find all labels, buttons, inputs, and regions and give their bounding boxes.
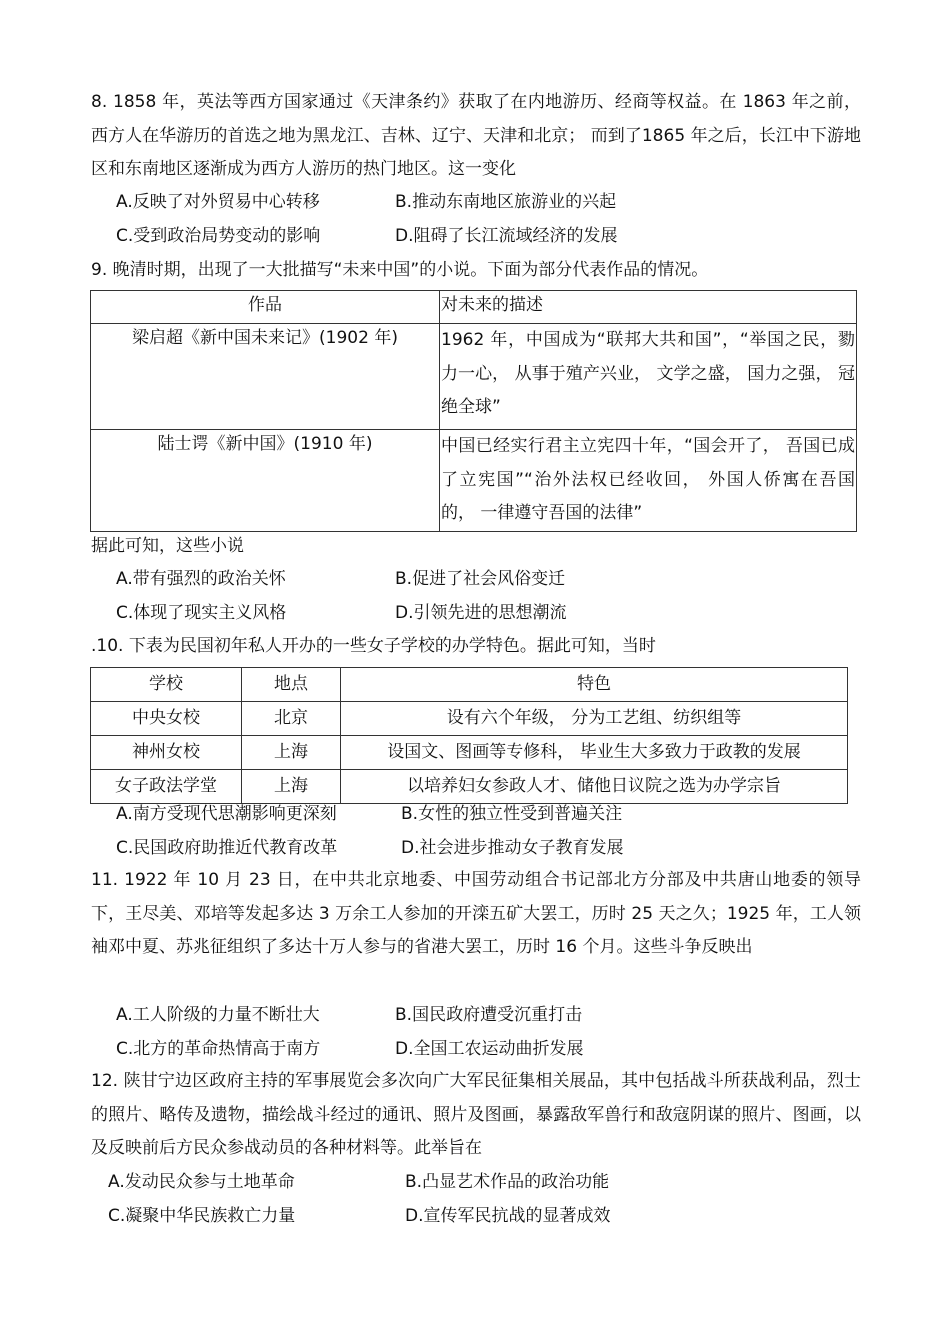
q10-option-c[interactable]: C.民国政府助推近代教育改革 [116,838,338,858]
q12-option-a[interactable]: A.发动民众参与土地革命 [108,1172,295,1192]
q10-header-feature: 特色 [341,668,848,702]
q10-row2-place: 上海 [242,736,341,770]
q11-option-c[interactable]: C.北方的革命热情高于南方 [116,1039,321,1059]
q8-option-b[interactable]: B.推动东南地区旅游业的兴起 [395,192,617,212]
q9-option-d[interactable]: D.引领先进的思想潮流 [395,603,567,623]
q12-option-b[interactable]: B.凸显艺术作品的政治功能 [405,1172,610,1192]
q9-header-desc: 对未来的描述 [440,291,857,324]
q8-option-a[interactable]: A.反映了对外贸易中心转移 [116,192,320,212]
q9-table [90,290,857,532]
q10-row2-school: 神州女校 [91,736,242,770]
q11-stem: 11. 1922 年 10 月 23 日，在中共北京地委、中国劳动组合书记部北方分部及中共唐山地委的领导下，王尽美、邓培等发起多达 3 万余工人参加的开滦五矿大罢工，历时 25 天之久；1925 年，工人领袖邓中夏、苏兆征组织了多达十万人参与的省港大罢工，历时 16 个月。这些斗争反映出 [91,870,861,958]
q10-table [90,667,848,804]
q10-row3-school: 女子政法学堂 [91,770,242,804]
q12-stem: 12. 陕甘宁边区政府主持的军事展览会多次向广大军民征集相关展品，其中包括战斗所获战利品，烈士的照片、略传及遗物，描绘战斗经过的通讯、照片及图画，暴露敌军兽行和敌寇阴谋的照片、图画，以及反映前后方民众参战动员的各种材料等。此举旨在 [91,1071,861,1159]
q9-after-text: 据此可知，这些小说 [91,536,244,556]
q10-row1-place: 北京 [242,702,341,736]
q10-option-a[interactable]: A.南方受现代思潮影响更深刻 [116,804,337,824]
q10-option-d[interactable]: D.社会进步推动女子教育发展 [401,838,624,858]
q11-option-d[interactable]: D.全国工农运动曲折发展 [395,1039,584,1059]
q9-option-c[interactable]: C.体现了现实主义风格 [116,603,287,623]
q10-header-place: 地点 [242,668,341,702]
q12-option-c[interactable]: C.凝聚中华民族救亡力量 [108,1206,296,1226]
q8-option-c[interactable]: C.受到政治局势变动的影响 [116,226,321,246]
q9-option-a[interactable]: A.带有强烈的政治关怀 [116,569,286,589]
q10-row3-place: 上海 [242,770,341,804]
q10-option-b[interactable]: B.女性的独立性受到普遍关注 [401,804,623,824]
q10-row3-feature: 以培养妇女参政人才、储他日议院之选为办学宗旨 [341,770,848,804]
q9-row1-desc: 1962 年，中国成为“联邦大共和国”，“举国之民，勠力一心， 从事于殖产兴业， 文学之盛， 国力之强， 冠绝全球” [440,324,857,430]
q9-row2-desc: 中国已经实行君主立宪四十年，“国会开了， 吾国已成了立宪国”“治外法权已经收回， 外国人侨寓在吾国的， 一律遵守吾国的法律” [440,430,857,532]
q8-option-d[interactable]: D.阻碍了长江流域经济的发展 [395,226,618,246]
q10-row1-feature: 设有六个年级， 分为工艺组、纺织组等 [341,702,848,736]
q10-row1-school: 中央女校 [91,702,242,736]
q10-row2-feature: 设国文、图画等专修科， 毕业生大多致力于政教的发展 [341,736,848,770]
q9-stem: 9. 晚清时期，出现了一大批描写“未来中国”的小说。下面为部分代表作品的情况。 [91,260,709,280]
q9-header-work: 作品 [91,291,440,324]
q9-option-b[interactable]: B.促进了社会风俗变迁 [395,569,566,589]
q10-stem: .10. 下表为民国初年私人开办的一些女子学校的办学特色。据此可知，当时 [91,636,656,656]
q12-option-d[interactable]: D.宣传军民抗战的显著成效 [405,1206,611,1226]
q9-row1-work: 梁启超《新中国未来记》(1902 年) [91,324,440,430]
q10-header-school: 学校 [91,668,242,702]
q11-option-b[interactable]: B.国民政府遭受沉重打击 [395,1005,583,1025]
q8-stem: 8. 1858 年，英法等西方国家通过《天津条约》获取了在内地游历、经商等权益。在 1863 年之前，西方人在华游历的首选之地为黑龙江、吉林、辽宁、天津和北京； 而到了1865 年之后，长江中下游地区和东南地区逐渐成为西方人游历的热门地区。这一变化 [91,92,861,180]
q11-option-a[interactable]: A.工人阶级的力量不断壮大 [116,1005,320,1025]
q9-row2-work: 陆士谔《新中国》(1910 年) [91,430,440,532]
